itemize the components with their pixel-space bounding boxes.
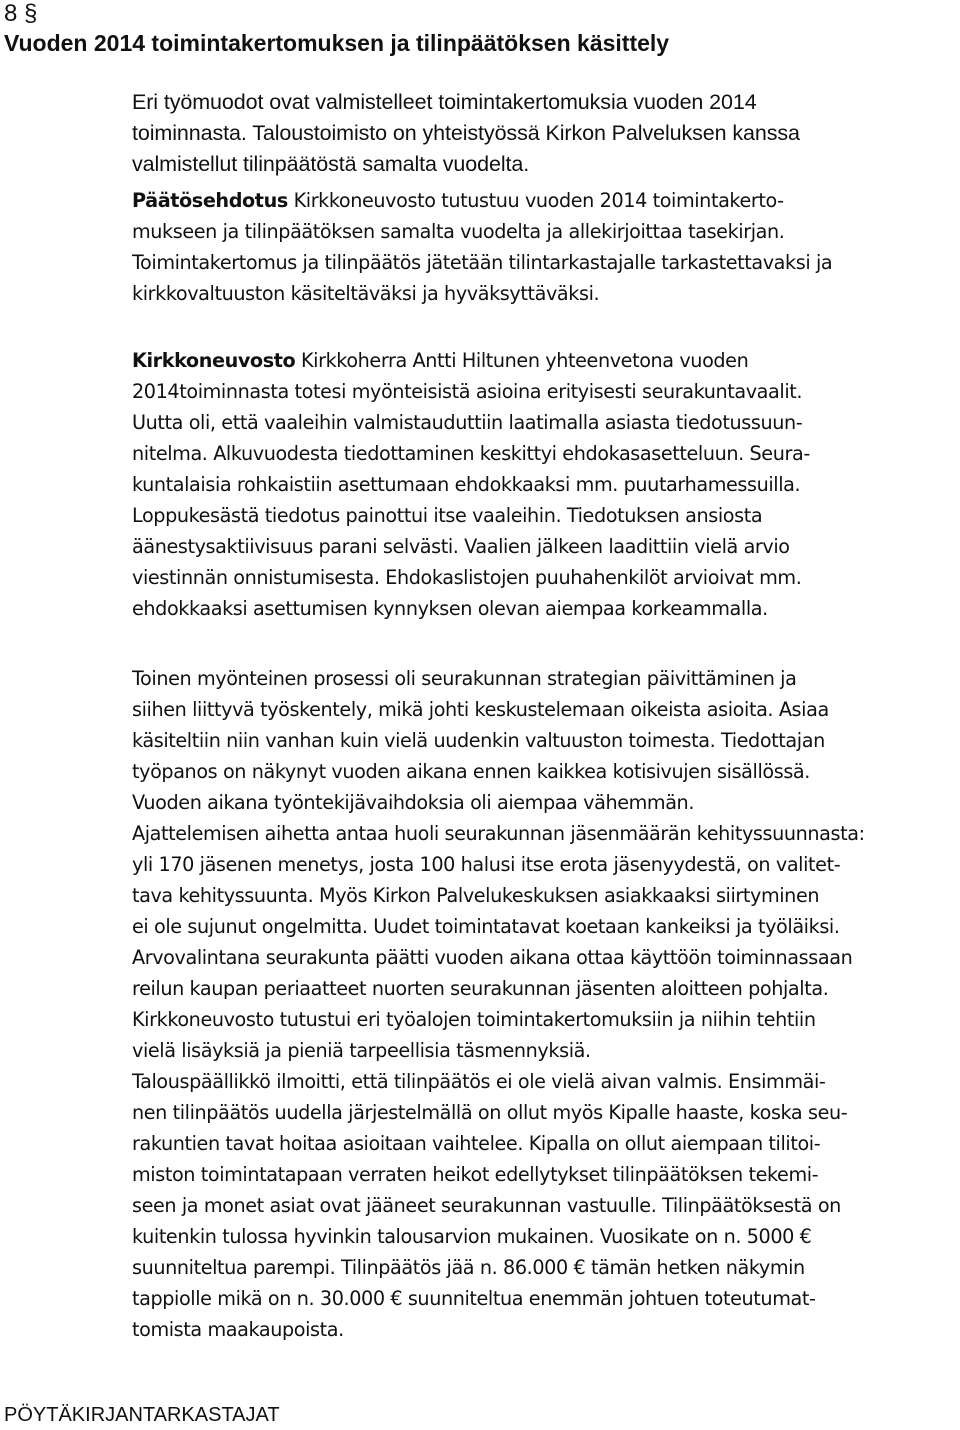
footer-label: PÖYTÄKIRJANTARKASTAJAT [4, 1404, 280, 1426]
second-paragraph-line: siihen liittyvä työskentely, mikä johti keskustelemaan oikeista asioita. Asiaa [132, 698, 829, 721]
council-line: kuntalaisia rohkaistiin asettumaan ehdokkaaksi mm. puutarhamessuilla. [132, 473, 801, 496]
second-paragraph-line: Talouspäällikkö ilmoitti, että tilinpäätös ei ole vielä aivan valmis. Ensimmäi- [132, 1070, 826, 1093]
second-paragraph-line: miston toimintatapaan verraten heikot edellytykset tilinpäätöksen tekemi- [132, 1163, 819, 1186]
proposal-line: kirkkovaltuuston käsiteltäväksi ja hyväksyttäväksi. [132, 282, 600, 305]
proposal-lead: Päätösehdotus [132, 189, 288, 212]
council-line: ehdokkaaksi asettumisen kynnyksen olevan aiempaa korkeammalla. [132, 597, 768, 620]
intro-line: Eri työmuodot ovat valmistelleet toimintakertomuksia vuoden 2014 [132, 90, 757, 114]
proposal-line: mukseen ja tilinpäätöksen samalta vuodelta ja allekirjoittaa tasekirjan. [132, 220, 785, 243]
second-paragraph-line: suunniteltua parempi. Tilinpäätös jää n. 86.000 € tämän hetken näkymin [132, 1256, 805, 1279]
second-paragraph-line: tappiolle mikä on n. 30.000 € suunniteltua enemmän johtuen toteutumat- [132, 1287, 816, 1310]
council-line: Loppukesästä tiedotus painottui itse vaaleihin. Tiedotuksen ansiosta [132, 504, 763, 527]
intro-line: valmistellut tilinpäätöstä samalta vuodelta. [132, 152, 530, 176]
council-first-line [132, 345, 958, 376]
second-paragraph-line: rakuntien tavat hoitaa asioitaan vaihtelee. Kipalla on ollut aiempaan tilitoi- [132, 1132, 821, 1155]
proposal-first-line [132, 185, 958, 216]
second-paragraph-line: työpanos on näkynyt vuoden aikana ennen kaikkea kotisivujen sisällössä. [132, 760, 810, 783]
council-line: äänestysaktiivisuus parani selvästi. Vaalien jälkeen laadittiin vielä arvio [132, 535, 790, 558]
second-paragraph-line: Kirkkoneuvosto tutustui eri työalojen toimintakertomuksiin ja niihin tehtiin [132, 1008, 816, 1031]
council-line: nitelma. Alkuvuodesta tiedottaminen keskittyi ehdokasasetteluun. Seura- [132, 442, 810, 465]
council-first-line-text: Kirkkoherra Antti Hiltunen yhteenvetona vuoden [295, 349, 749, 372]
second-paragraph-line: Ajattelemisen aihetta antaa huoli seurakunnan jäsenmäärän kehityssuunnasta: [132, 822, 865, 845]
second-paragraph-line: tomista maakaupoista. [132, 1318, 344, 1341]
intro-line: toiminnasta. Taloustoimisto on yhteistyössä Kirkon Palveluksen kanssa [132, 121, 800, 145]
second-paragraph-line: käsiteltiin niin vanhan kuin vielä uudenkin valtuuston toimesta. Tiedottajan [132, 729, 825, 752]
second-paragraph-line: vielä lisäyksiä ja pieniä tarpeellisia täsmennyksiä. [132, 1039, 591, 1062]
council-line: 2014toiminnasta totesi myönteisistä asioina erityisesti seurakuntavaalit. [132, 380, 803, 403]
council-paragraph [132, 345, 958, 624]
second-paragraph [132, 663, 958, 1345]
second-paragraph-line: Vuoden aikana työntekijävaihdoksia oli aiempaa vähemmän. [132, 791, 695, 814]
second-paragraph-line: reilun kaupan periaatteet nuorten seurakunnan jäsenten aloitteen pohjalta. [132, 977, 829, 1000]
second-paragraph-line: seen ja monet asiat ovat jääneet seurakunnan vastuulle. Tilinpäätöksestä on [132, 1194, 841, 1217]
section-number: 8 § [4, 0, 38, 27]
second-paragraph-line: kuitenkin tulossa hyvinkin talousarvion mukainen. Vuosikate on n. 5000 € [132, 1225, 812, 1248]
proposal-line: Toimintakertomus ja tilinpäätös jätetään tilintarkastajalle tarkastettavaksi ja [132, 251, 833, 274]
council-line: Uutta oli, että vaaleihin valmistauduttiin laatimalla asiasta tiedotussuun- [132, 411, 803, 434]
section-title: Vuoden 2014 toimintakertomuksen ja tilinpäätöksen käsittely [4, 30, 670, 56]
second-paragraph-line: Toinen myönteinen prosessi oli seurakunnan strategian päivittäminen ja [132, 667, 797, 690]
second-paragraph-line: yli 170 jäsenen menetys, josta 100 halusi itse erota jäsenyydestä, on valitet- [132, 853, 841, 876]
council-lead: Kirkkoneuvosto [132, 349, 296, 372]
intro-paragraph [132, 87, 958, 180]
council-line: viestinnän onnistumisesta. Ehdokaslistojen puuhahenkilöt arvioivat mm. [132, 566, 802, 589]
proposal-paragraph [132, 185, 958, 309]
second-paragraph-line: Arvovalintana seurakunta päätti vuoden aikana ottaa käyttöön toiminnassaan [132, 946, 853, 969]
proposal-first-line-text: Kirkkoneuvosto tutustuu vuoden 2014 toimintakerto- [287, 189, 784, 212]
second-paragraph-line: nen tilinpäätös uudella järjestelmällä on ollut myös Kipalle haaste, koska seu- [132, 1101, 848, 1124]
second-paragraph-line: ei ole sujunut ongelmitta. Uudet toimintatavat koetaan kankeiksi ja työläiksi. [132, 915, 840, 938]
second-paragraph-line: tava kehityssuunta. Myös Kirkon Palvelukeskuksen asiakkaaksi siirtyminen [132, 884, 820, 907]
